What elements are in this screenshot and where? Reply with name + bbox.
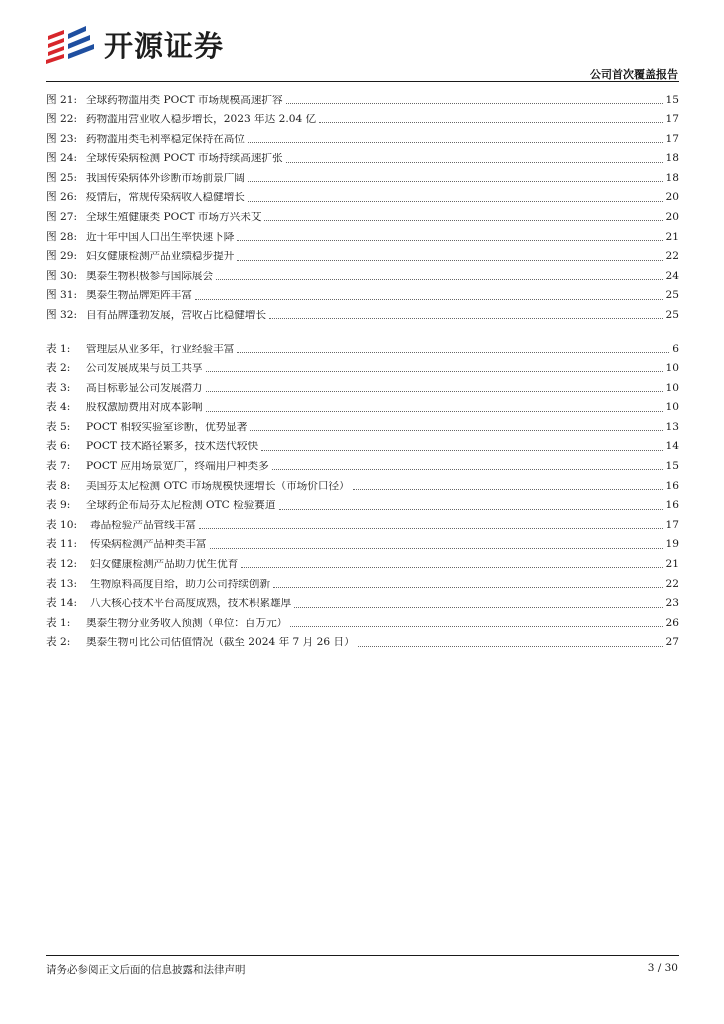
dot-leader — [358, 646, 663, 647]
entry-page: 19 — [665, 538, 679, 551]
entry-label: 图 28: — [46, 230, 78, 243]
entry-title: 妇女健康检测产品业绩稳步提升 — [86, 251, 235, 262]
entry-page: 10 — [665, 362, 679, 375]
entry-label: 图 30: — [46, 269, 78, 282]
entry-label: 表 4: — [46, 401, 71, 414]
entry-label: 表 13: — [46, 577, 78, 590]
entry-label: 表 5: — [46, 420, 71, 433]
entry-title: 高目标彰显公司发展潜力 — [86, 382, 203, 394]
toc-entry-table[interactable] — [46, 339, 679, 359]
dot-leader — [286, 162, 663, 163]
dot-leader — [286, 103, 663, 104]
entry-page: 6 — [672, 342, 679, 355]
entry-title: POCT 相较实验室诊断，优势显著 — [86, 421, 248, 433]
report-type: 公司首次覆盖报告 — [590, 68, 678, 81]
dot-leader — [206, 411, 663, 412]
dot-leader — [206, 371, 663, 372]
entry-title: 近十年中国人口出生率快速下降 — [86, 231, 235, 243]
toc-entry-figure[interactable] — [46, 286, 679, 306]
dot-leader — [248, 201, 663, 202]
dot-leader — [269, 318, 662, 319]
entry-label: 图 21: — [46, 93, 78, 106]
entry-title: 全球生殖健康类 POCT 市场方兴未艾 — [86, 212, 262, 223]
toc-entry-figure[interactable] — [46, 188, 679, 208]
toc-entry-figure[interactable] — [46, 266, 679, 286]
page-number: 3 / 30 — [647, 962, 678, 974]
footer-divider — [46, 955, 679, 956]
toc-entry-table[interactable] — [46, 613, 679, 633]
entry-label: 图 29: — [46, 250, 78, 263]
entry-title: 传染病检测产品种类丰富 — [90, 539, 207, 551]
entry-title: 生物原料高度自给，助力公司持续创新 — [90, 578, 271, 590]
entry-title: 八大核心技术平台高度成熟，技术积累雄厚 — [90, 598, 292, 609]
dot-leader — [264, 220, 662, 221]
entry-page: 22 — [665, 250, 679, 263]
entry-label: 图 31: — [46, 289, 78, 302]
table-list — [46, 339, 679, 653]
entry-page: 22 — [665, 577, 679, 590]
dot-leader — [290, 626, 662, 627]
entry-title: 奥泰生物可比公司估值情况（截至 2024 年 7 月 26 日） — [86, 637, 355, 648]
dot-leader — [237, 240, 662, 241]
entry-page: 20 — [665, 211, 679, 224]
dot-leader — [273, 587, 662, 588]
figure-list — [46, 90, 679, 325]
entry-page: 15 — [665, 93, 679, 106]
dot-leader — [199, 528, 663, 529]
entry-label: 表 1: — [46, 342, 71, 355]
toc-entry-figure[interactable] — [46, 110, 679, 130]
entry-label: 图 25: — [46, 171, 78, 184]
toc-entry-table[interactable] — [46, 574, 679, 594]
entry-page: 27 — [665, 636, 679, 649]
entry-page: 20 — [665, 191, 679, 204]
dot-leader — [261, 450, 662, 451]
toc-entry-table[interactable] — [46, 476, 679, 496]
toc-entry-figure[interactable] — [46, 168, 679, 188]
entry-title: 药物滥用营业收入稳步增长，2023 年达 2.04 亿 — [86, 114, 317, 125]
dot-leader — [241, 567, 662, 568]
dot-leader — [248, 142, 663, 143]
entry-page: 10 — [665, 381, 679, 394]
entry-page: 25 — [665, 309, 679, 322]
entry-title: 公司发展成果与员工共享 — [86, 363, 203, 374]
entry-label: 表 11: — [46, 538, 78, 551]
entry-page: 17 — [665, 518, 679, 531]
dot-leader — [353, 489, 663, 490]
entry-label: 表 6: — [46, 440, 71, 453]
entry-title: 自有品牌蓬勃发展，营收占比稳健增长 — [86, 310, 267, 321]
page-header — [0, 0, 724, 84]
entry-title: 美国芬太尼检测 OTC 市场规模快速增长（市场价口径） — [86, 480, 350, 492]
entry-title: 股权激励费用对成本影响 — [86, 402, 203, 413]
toc-entry-table[interactable] — [46, 457, 679, 477]
entry-page: 24 — [665, 269, 679, 282]
entry-page: 21 — [665, 230, 679, 243]
entry-label: 表 3: — [46, 381, 71, 394]
header-divider — [46, 81, 679, 82]
entry-label: 图 26: — [46, 191, 78, 204]
entry-page: 16 — [665, 499, 679, 512]
entry-title: 妇女健康检测产品助力优生优育 — [90, 559, 239, 570]
entry-page: 26 — [665, 616, 679, 629]
entry-page: 17 — [665, 113, 679, 126]
entry-title: 我国传染病体外诊断市场前景广阔 — [86, 172, 245, 184]
toc-entry-figure[interactable] — [46, 149, 679, 169]
dot-leader — [250, 430, 662, 431]
toc-entry-table[interactable] — [46, 398, 679, 418]
company-logo — [44, 22, 224, 66]
toc-entry-table[interactable] — [46, 378, 679, 398]
toc-entry-table[interactable] — [46, 535, 679, 555]
entry-title: 药物滥用类毛利率稳定保持在高位 — [86, 133, 245, 145]
entry-label: 表 8: — [46, 479, 71, 492]
entry-title: POCT 技术路径繁多，技术迭代较快 — [86, 441, 259, 453]
entry-label: 表 2: — [46, 636, 71, 649]
toc-entry-table[interactable] — [46, 417, 679, 437]
entry-label: 图 27: — [46, 211, 78, 224]
toc-entry-figure[interactable] — [46, 208, 679, 228]
footer-disclaimer: 请务必参阅正文后面的信息披露和法律声明 — [46, 964, 246, 976]
entry-label: 表 10: — [46, 518, 78, 531]
entry-title: 毒品检验产品管线丰富 — [90, 519, 196, 531]
entry-page: 17 — [665, 132, 679, 145]
entry-page: 25 — [665, 289, 679, 302]
toc-entry-figure[interactable] — [46, 227, 679, 247]
toc-entry-figure[interactable] — [46, 129, 679, 149]
toc-entry-table[interactable] — [46, 555, 679, 575]
entry-page: 23 — [665, 597, 679, 610]
dot-leader — [210, 548, 663, 549]
entry-label: 图 24: — [46, 152, 78, 165]
entry-label: 表 12: — [46, 558, 78, 571]
entry-title: 管理层从业多年，行业经验丰富 — [86, 343, 235, 355]
toc-entry-figure[interactable] — [46, 306, 679, 326]
toc-entry-figure[interactable] — [46, 247, 679, 267]
kaiyuan-logo-icon — [44, 22, 102, 66]
entry-label: 图 22: — [46, 113, 78, 126]
logo-text: 开源证券 — [104, 28, 225, 63]
toc-entry-table[interactable] — [46, 359, 679, 379]
entry-page: 21 — [665, 558, 679, 571]
entry-page: 10 — [665, 401, 679, 414]
entry-page: 13 — [665, 420, 679, 433]
entry-label: 图 32: — [46, 309, 78, 322]
entry-title: 疫情后，常规传染病收入稳健增长 — [86, 192, 245, 204]
toc-entry-table[interactable] — [46, 496, 679, 516]
toc-entry-table[interactable] — [46, 437, 679, 457]
entry-label: 表 9: — [46, 499, 71, 512]
toc-entry-table[interactable] — [46, 633, 679, 653]
entry-page: 14 — [665, 440, 679, 453]
dot-leader — [237, 260, 662, 261]
toc-entry-table[interactable] — [46, 515, 679, 535]
dot-leader — [248, 181, 663, 182]
entry-title: 奥泰生物品牌矩阵丰富 — [86, 290, 192, 302]
entry-title: 奥泰生物积极参与国际展会 — [86, 270, 214, 282]
entry-page: 18 — [665, 171, 679, 184]
entry-title: 全球药企布局芬太尼检测 OTC 检验赛道 — [86, 500, 276, 511]
entry-label: 表 1: — [46, 616, 71, 629]
entry-title: POCT 应用场景宽广，终端用户种类多 — [86, 461, 269, 472]
entry-label: 表 2: — [46, 362, 71, 375]
dot-leader — [237, 352, 669, 353]
entry-page: 18 — [665, 152, 679, 165]
entry-page: 16 — [665, 479, 679, 492]
entry-page: 15 — [665, 460, 679, 473]
dot-leader — [206, 391, 663, 392]
dot-leader — [272, 469, 663, 470]
toc-entry-figure[interactable] — [46, 90, 679, 110]
entry-title: 全球药物滥用类 POCT 市场规模高速扩容 — [86, 94, 283, 106]
dot-leader — [294, 607, 662, 608]
entry-title: 奥泰生物分业务收入预测（单位：百万元） — [86, 617, 288, 629]
entry-label: 图 23: — [46, 132, 78, 145]
dot-leader — [195, 299, 663, 300]
toc-entry-table[interactable] — [46, 594, 679, 614]
entry-title: 全球传染病检测 POCT 市场持续高速扩张 — [86, 153, 283, 164]
entry-label: 表 14: — [46, 597, 78, 610]
dot-leader — [279, 509, 663, 510]
entry-label: 表 7: — [46, 460, 71, 473]
dot-leader — [319, 122, 662, 123]
dot-leader — [216, 279, 662, 280]
